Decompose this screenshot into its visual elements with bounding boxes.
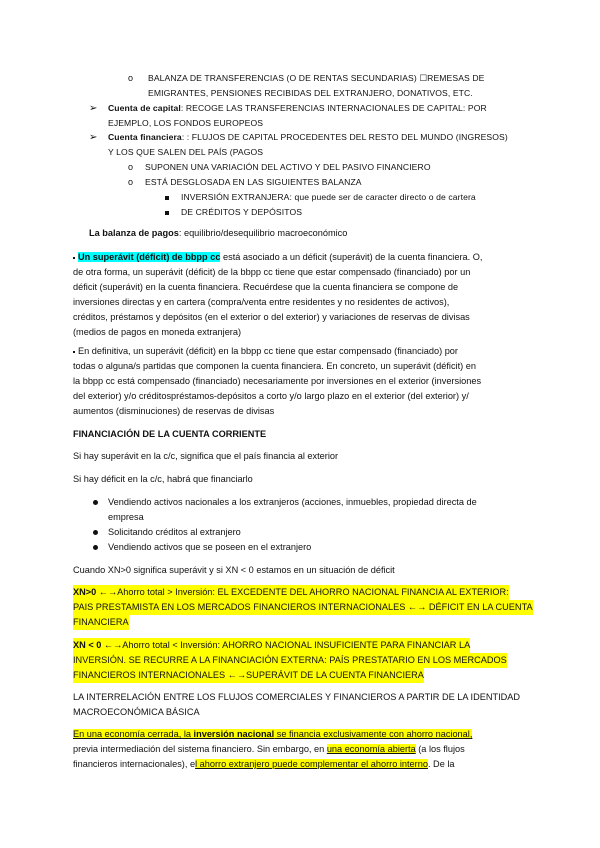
small-square-bullet-icon — [73, 257, 75, 259]
list-item-transferencias: BALANZA DE TRANSFERENCIAS (O DE RENTAS SECUNDARIAS) ☐REMESAS DE — [148, 73, 485, 83]
small-square-bullet-icon — [73, 351, 75, 353]
arrow-bullet-icon: ➢ — [89, 103, 98, 114]
list-item-capital-cont: EJEMPLO, LOS FONDOS EUROPEOS — [108, 118, 264, 128]
circle-bullet-icon: o — [128, 73, 134, 83]
list-item-financiera-cont: Y LOS QUE SALEN DEL PAÍS (PAGOS — [108, 147, 264, 157]
list-item-financiera: Cuenta financiera: : FLUJOS DE CAPITAL PROCEDENTES DEL RESTO DEL MUNDO (INGRESOS) — [108, 132, 508, 142]
para-definitiva-line-4: del exterior) y/o créditospréstamos-depósitos a corto y/o largo plazo en el exterior (del exterior) y/ — [73, 391, 469, 401]
subsub-item-creditos: DE CRÉDITOS Y DEPÓSITOS — [181, 207, 303, 217]
xn-positive-line-3: FINANCIERA — [73, 615, 129, 630]
para-definitiva-line-1: En definitiva, un superávit (déficit) en la bbpp cc tiene que estar compensado (financiado) por — [78, 346, 458, 356]
dot-bullet-icon — [93, 530, 98, 535]
xn-negative-line-3: FINANCIEROS INTERNACIONALES ←→SUPERÁVIT DE LA CUENTA FINANCIERA — [73, 668, 424, 683]
section-heading-financiacion: FINANCIACIÓN DE LA CUENTA CORRIENTE — [73, 429, 267, 439]
financiacion-bullet-1-cont: empresa — [108, 512, 144, 522]
financiacion-bullet-3: Vendiendo activos que se poseen en el extranjero — [108, 542, 312, 552]
cerrada-line-3: financieros internacionales), el ahorro extranjero puede complementar el ahorro interno. De la — [73, 759, 455, 769]
para-superavit-line-5: créditos, préstamos y depósitos (en el exterior o del exterior) y variaciones de reservas de divisas — [73, 312, 470, 322]
xn-negative-line-1: XN < 0 ←→Ahorro total < Inversión: AHORRO NACIONAL INSUFICIENTE PARA FINANCIAR LA — [73, 638, 470, 653]
financiacion-bullet-2: Solicitando créditos al extranjero — [108, 527, 241, 537]
para-definitiva-line-3: la bbpp cc está compensado (financiado) necesariamente por inversiones en el exterior (inversiones — [73, 376, 482, 386]
financiacion-deficit-line: Si hay déficit en la c/c, habrá que financiarlo — [73, 474, 253, 484]
para-superavit-line-2: de otra forma, un superávit (déficit) de la bbpp cc tiene que estar compensado (financiado) por un — [73, 267, 471, 277]
financiacion-bullet-1: Vendiendo activos nacionales a los extranjeros (acciones, inmuebles, propiedad directa de — [108, 497, 477, 507]
circle-bullet-icon: o — [128, 177, 134, 187]
para-definitiva-line-2: todas o alguna/s partidas que componen la cuenta financiera. En concreto, un superávit (déficit) en — [73, 361, 476, 371]
para-superavit-line-3: déficit (superávit) en la cuenta financiera. Recuérdese que la cuenta financiera se compone de — [73, 282, 459, 292]
financiacion-superavit-line: Si hay superávit en la c/c, significa que el país financia al exterior — [73, 451, 339, 461]
square-bullet-icon — [165, 211, 169, 215]
interrelacion-line-2: MACROECONÓMICA BÁSICA — [73, 707, 200, 717]
xn-negative-line-2: INVERSIÓN. SE RECURRE A LA FINANCIACIÓN EXTERNA: PAÍS PRESTATARIO EN LOS MERCADOS — [73, 653, 507, 668]
para-superavit-line-6: (medios de pagos en moneda extranjera) — [73, 327, 242, 337]
para-definitiva-line-5: aumentos (disminuciones) de reservas de divisas — [73, 406, 275, 416]
square-bullet-icon — [165, 196, 169, 200]
circle-bullet-icon: o — [128, 162, 134, 172]
sub-item-desglosada: ESTÁ DESGLOSADA EN LAS SIGUIENTES BALANZA — [145, 177, 362, 187]
dot-bullet-icon — [93, 545, 98, 550]
xn-positive-line-2: PAIS PRESTAMISTA EN LOS MERCADOS FINANCIEROS INTERNACIONALES ←→ DÉFICIT EN LA CUENTA — [73, 600, 533, 615]
sub-item-variacion: SUPONEN UNA VARIACIÓN DEL ACTIVO Y DEL PASIVO FINANCIERO — [145, 162, 431, 172]
para-superavit-line-4: inversiones directas y en cartera (compra/venta entre residentes y no residentes de activos), — [73, 297, 450, 307]
xn-definition-line: Cuando XN>0 significa superávit y si XN < 0 estamos en un situación de déficit — [73, 565, 395, 575]
balanza-pagos-line: La balanza de pagos: equilibrio/desequilibrio macroeconómico — [89, 228, 348, 238]
cerrada-line-1: En una economía cerrada, la inversión nacional se financia exclusivamente con ahorro nacional, — [73, 729, 473, 739]
interrelacion-line-1: LA INTERRELACIÓN ENTRE LOS FLUJOS COMERCIALES Y FINANCIEROS A PARTIR DE LA IDENTIDAD — [73, 692, 521, 702]
arrow-bullet-icon: ➢ — [89, 132, 98, 143]
subsub-item-inversion: INVERSIÓN EXTRANJERA: que puede ser de caracter directo o de cartera — [181, 192, 476, 202]
dot-bullet-icon — [93, 500, 98, 505]
list-item-capital: Cuenta de capital: RECOGE LAS TRANSFERENCIAS INTERNACIONALES DE CAPITAL: POR — [108, 103, 487, 113]
cerrada-line-2: previa intermediación del sistema financiero. Sin embargo, en una economía abierta (a los flujos — [73, 744, 465, 754]
para-superavit-line-1: Un superávit (déficit) de bbpp cc está asociado a un déficit (superávit) de la cuenta financiera. O, — [78, 252, 483, 262]
list-item-transferencias-cont: EMIGRANTES, PENSIONES RECIBIDAS DEL EXTRANJERO, DONATIVOS, ETC. — [148, 88, 473, 98]
xn-positive-line-1: XN>0 ←→Ahorro total > Inversión: EL EXCEDENTE DEL AHORRO NACIONAL FINANCIA AL EXTERIOR: — [73, 585, 509, 600]
